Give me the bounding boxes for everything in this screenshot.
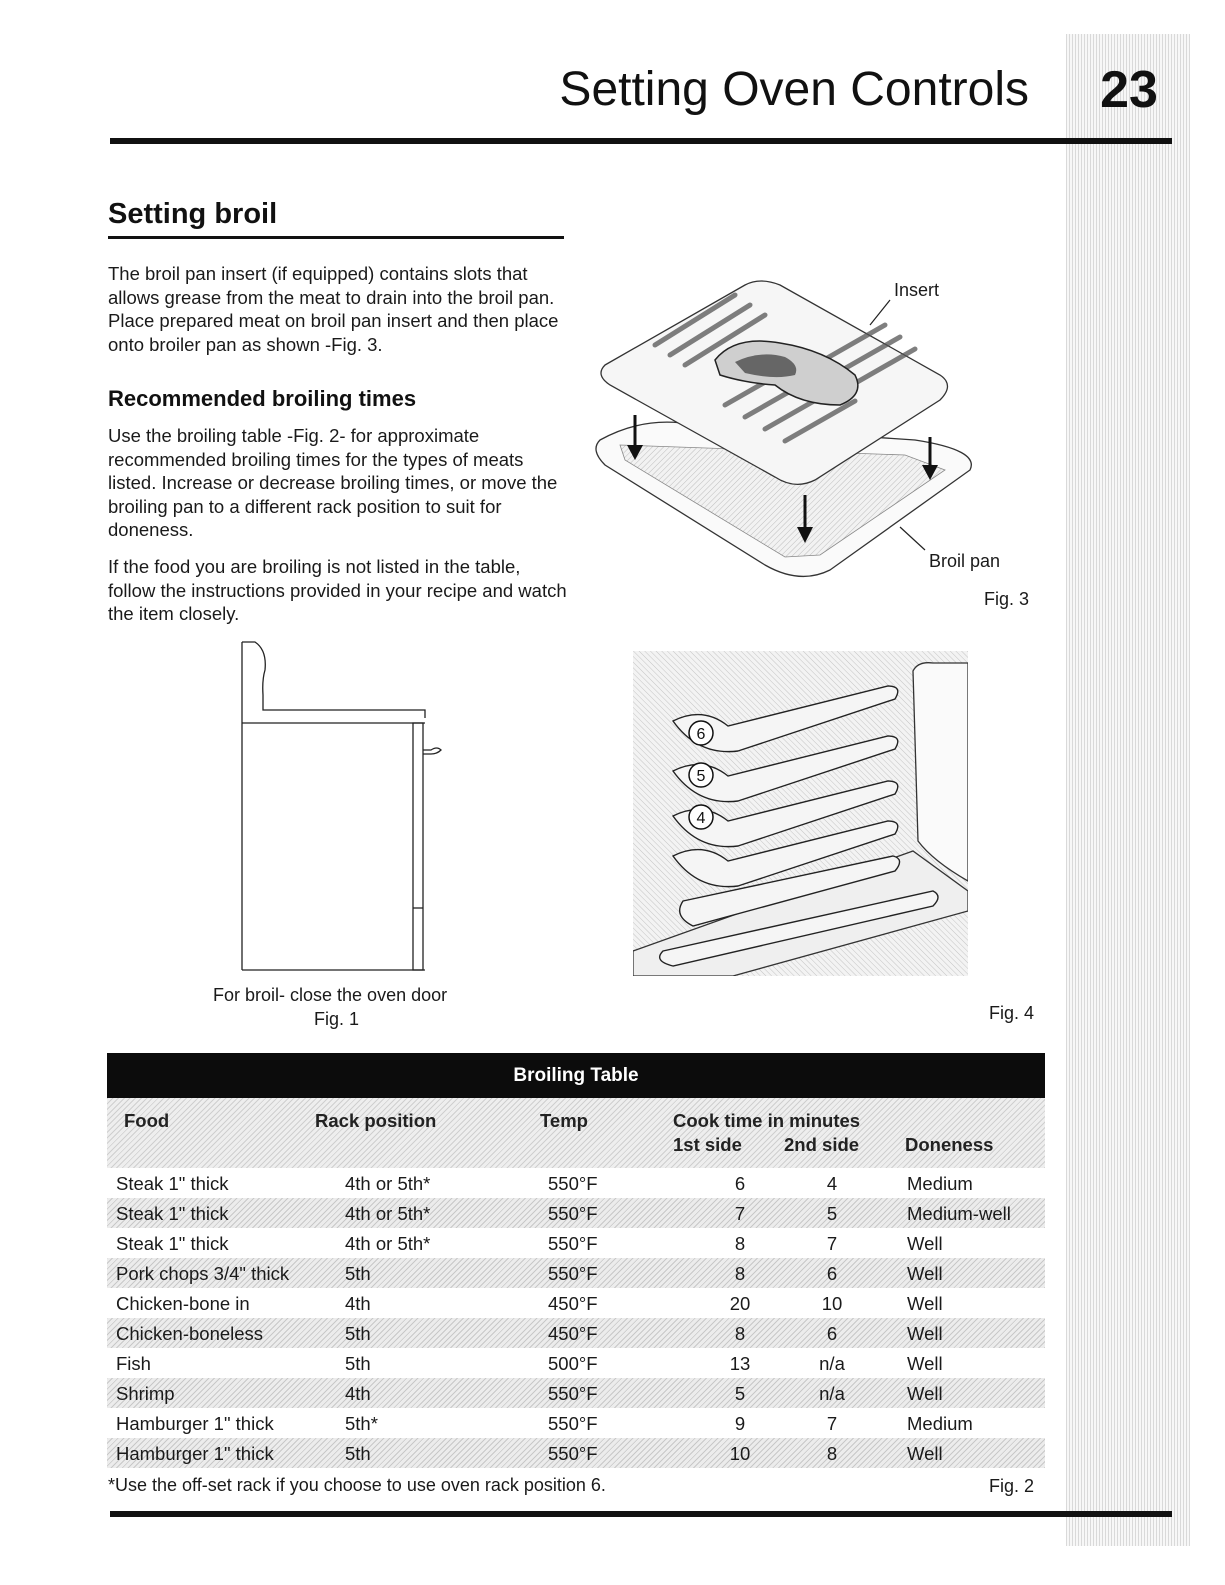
oven-rack-positions-illustration — [633, 651, 968, 976]
table-row: Hamburger 1" thick 5th* 550°F 9 7 Medium — [107, 1408, 1045, 1438]
footer-rule — [110, 1511, 1172, 1517]
fig1-caption: Fig. 1 — [314, 1009, 360, 1029]
page-number: 23 — [1100, 61, 1158, 119]
table-row: Chicken-bone in 4th 450°F 20 10 Well — [107, 1288, 1045, 1318]
subsection-title: Recommended broiling times — [108, 386, 417, 411]
table-row: Steak 1" thick 4th or 5th* 550°F 7 5 Medium-well — [107, 1198, 1045, 1228]
insert-label: Insert — [894, 280, 940, 300]
table-title: Broiling Table — [107, 1053, 1045, 1098]
table-body — [107, 1168, 1045, 1468]
header-rack: Rack position — [315, 1110, 437, 1131]
rack-label-5: 5 — [696, 768, 706, 785]
broiling-times-paragraph: Use the broiling table -Fig. 2- for approximate recommended broiling times for the types of meats listed. Increase or decrease broiling times, or move the broiling pan to a different rack position to suit for doneness. — [108, 425, 558, 540]
not-listed-paragraph: If the food you are broiling is not listed in the table, follow the instructions provided in your recipe and watch the item closely. — [108, 556, 567, 624]
intro-paragraph: The broil pan insert (if equipped) contains slots that allows grease from the meat to drain into the broil pan. Place prepared meat on broil pan insert and then place onto broiler pan as shown -Fig. 3. — [108, 263, 559, 355]
header-doneness: Doneness — [905, 1134, 994, 1155]
table-row: Pork chops 3/4" thick 5th 550°F 8 6 Well — [107, 1258, 1045, 1288]
fig1-caption-text: For broil- close the oven door — [213, 985, 448, 1005]
table-row: Chicken-boneless 5th 450°F 8 6 Well — [107, 1318, 1045, 1348]
broil-pan-label: Broil pan — [929, 551, 1001, 571]
broil-pan-illustration — [585, 265, 985, 595]
header-rule — [110, 138, 1172, 144]
table-header — [107, 1098, 1045, 1168]
header-food: Food — [124, 1110, 170, 1131]
table-footnote: *Use the off-set rack if you choose to use oven rack position 6. — [108, 1475, 606, 1495]
header-1st-side: 1st side — [673, 1134, 742, 1155]
fig2-caption: Fig. 2 — [989, 1476, 1035, 1496]
table-row: Steak 1" thick 4th or 5th* 550°F 8 7 Well — [107, 1228, 1045, 1258]
page-side-tab — [1066, 34, 1190, 1546]
table-row: Shrimp 4th 550°F 5 n/a Well — [107, 1378, 1045, 1408]
range-side-view-illustration — [235, 640, 455, 975]
section-title: Setting broil — [108, 198, 278, 230]
fig3-caption: Fig. 3 — [984, 589, 1030, 609]
table-row: Fish 5th 500°F 13 n/a Well — [107, 1348, 1045, 1378]
header-2nd-side: 2nd side — [784, 1134, 860, 1155]
broiling-table — [107, 1053, 1045, 1468]
rack-label-6: 6 — [696, 726, 706, 743]
page-title: Setting Oven Controls — [559, 63, 1029, 116]
header-cook-time: Cook time in minutes — [673, 1110, 861, 1131]
table-row: Steak 1" thick 4th or 5th* 550°F 6 4 Medium — [107, 1168, 1045, 1198]
fig4-caption: Fig. 4 — [989, 1003, 1035, 1023]
table-row: Hamburger 1" thick 5th 550°F 10 8 Well — [107, 1438, 1045, 1468]
rack-label-4: 4 — [696, 810, 706, 827]
header-temp: Temp — [540, 1110, 588, 1131]
section-rule — [108, 236, 564, 239]
